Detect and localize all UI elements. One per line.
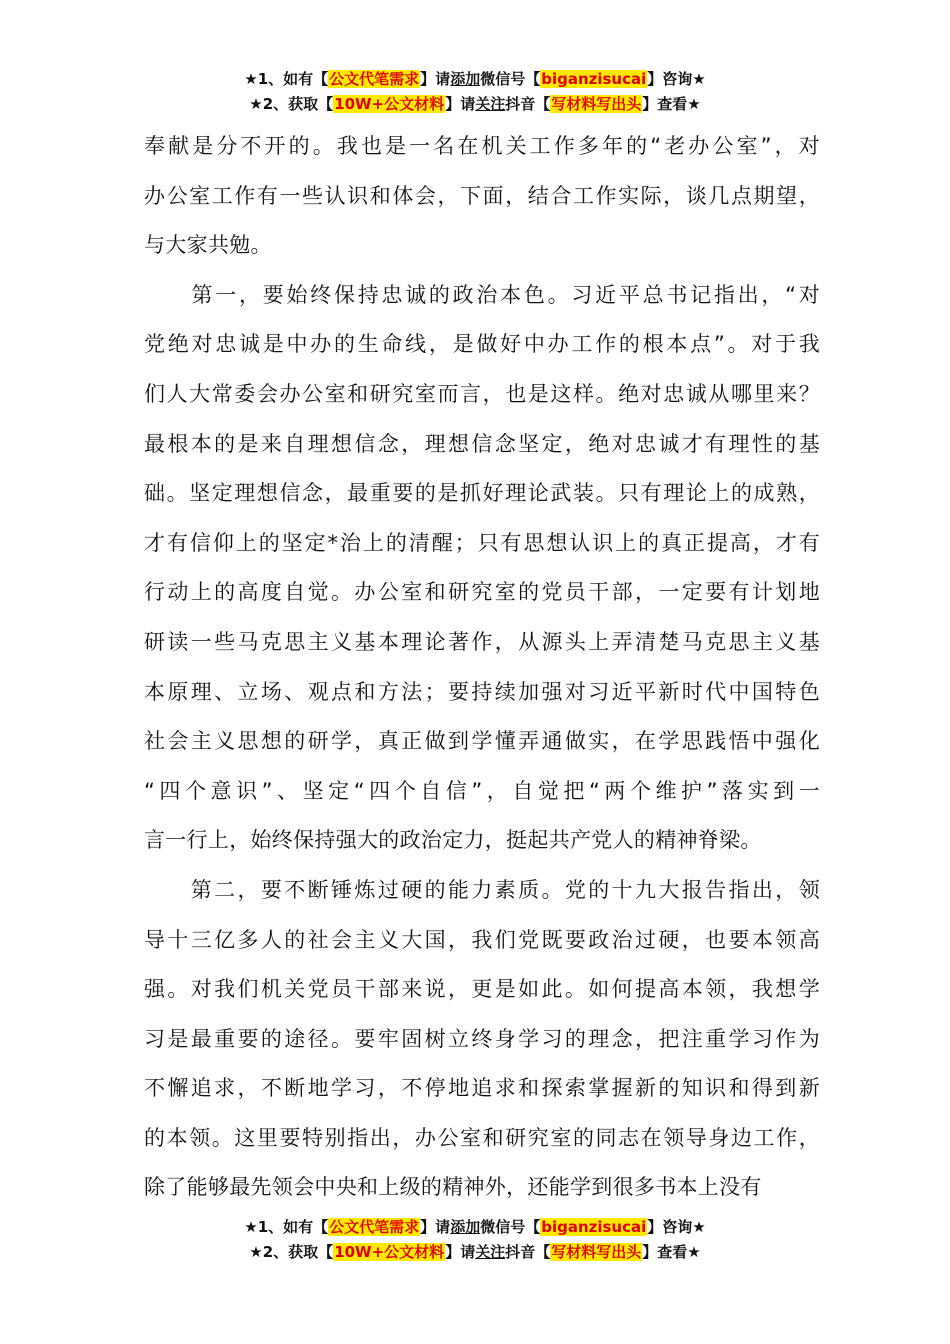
banner-underlined: 关注 <box>475 95 506 113</box>
banner-highlight-materials: 10W+公文材料 <box>334 95 445 113</box>
body-line: 行动上的高度自觉。办公室和研究室的党员干部，一定要有计划地 <box>144 580 820 605</box>
banner-text: ★1、如有【 <box>244 70 329 88</box>
banner-line-1 <box>0 67 950 92</box>
body-line: 们人大常委会办公室和研究室而言，也是这样。绝对忠诚从哪里来？ <box>144 381 820 406</box>
body-line: 党绝对忠诚是中办的生命线，是做好中办工作的根本点”。对于我 <box>144 332 820 357</box>
body-line: 研读一些马克思主义基本理论著作，从源头上弄清楚马克思主义基 <box>144 629 820 654</box>
banner-highlight-douyin-id: 写材料写出头 <box>551 95 642 113</box>
banner-highlight-wechat-id: biganzisucai <box>541 1218 647 1236</box>
banner-text: 】查看★ <box>642 1243 701 1261</box>
body-line: 才有信仰上的坚定*治上的清醒；只有思想认识上的真正提高，才有 <box>144 530 820 555</box>
banner-highlight-service: 公文代笔需求 <box>329 70 420 88</box>
footer-banner <box>0 1215 950 1265</box>
body-line: 第二，要不断锤炼过硬的能力素质。党的十九大报告指出，领 <box>144 877 820 902</box>
banner-underlined: 关注 <box>475 1243 506 1261</box>
body-line: 导十三亿多人的社会主义大国，我们党既要政治过硬，也要本领高 <box>144 927 820 952</box>
banner-text: 微信号【 <box>480 70 541 88</box>
banner-underlined: 添加 <box>450 1218 481 1236</box>
document-body <box>144 122 820 1213</box>
banner-highlight-douyin-id: 写材料写出头 <box>551 1243 642 1261</box>
banner-text: 抖音【 <box>505 95 551 113</box>
body-line: 不懈追求，不断地学习，不停地追求和探索掌握新的知识和得到新 <box>144 1076 820 1101</box>
banner-text: 】请 <box>420 70 451 88</box>
body-line: 本原理、立场、观点和方法；要持续加强对习近平新时代中国特色 <box>144 679 820 704</box>
banner-text: 】查看★ <box>642 95 701 113</box>
banner-text: ★2、获取【 <box>249 1243 334 1261</box>
body-line: 言一行上，始终保持强大的政治定力，挺起共产党人的精神脊梁。 <box>144 828 762 853</box>
body-line: 社会主义思想的研学，真正做到学懂弄通做实，在学思践悟中强化 <box>144 729 820 754</box>
body-line: 础。坚定理想信念，最重要的是抓好理论武装。只有理论上的成熟， <box>144 481 820 506</box>
body-line: 奉献是分不开的。我也是一名在机关工作多年的“老办公室”，对 <box>144 134 820 158</box>
banner-highlight-materials: 10W+公文材料 <box>334 1243 445 1261</box>
banner-text: ★1、如有【 <box>244 1218 329 1236</box>
banner-text: 微信号【 <box>480 1218 541 1236</box>
banner-text: 】请 <box>420 1218 451 1236</box>
banner-line-2 <box>0 92 950 117</box>
body-line: 第一，要始终保持忠诚的政治本色。习近平总书记指出，“对 <box>144 282 820 307</box>
banner-text: 】咨询★ <box>647 70 706 88</box>
body-line: 办公室工作有一些认识和体会，下面，结合工作实际，谈几点期望， <box>144 183 820 208</box>
banner-highlight-wechat-id: biganzisucai <box>541 70 647 88</box>
banner-text: 】请 <box>445 95 476 113</box>
banner-text: 】咨询★ <box>647 1218 706 1236</box>
body-line: 强。对我们机关党员干部来说，更是如此。如何提高本领，我想学 <box>144 977 820 1002</box>
banner-line-1 <box>0 1215 950 1240</box>
banner-line-2 <box>0 1240 950 1265</box>
body-line: 除了能够最先领会中央和上级的精神外，还能学到很多书本上没有 <box>144 1175 762 1200</box>
banner-text: ★2、获取【 <box>249 95 334 113</box>
body-line: 与大家共勉。 <box>144 233 272 258</box>
banner-underlined: 添加 <box>450 70 481 88</box>
banner-text: 】请 <box>445 1243 476 1261</box>
banner-highlight-service: 公文代笔需求 <box>329 1218 420 1236</box>
body-line: 最根本的是来自理想信念，理想信念坚定，绝对忠诚才有理性的基 <box>144 431 820 456</box>
body-line: “四个意识”、坚定“四个自信”，自觉把“两个维护”落实到一 <box>144 778 820 803</box>
banner-text: 抖音【 <box>505 1243 551 1261</box>
header-banner <box>0 67 950 117</box>
body-line: 的本领。这里要特别指出，办公室和研究室的同志在领导身边工作， <box>144 1125 820 1150</box>
body-line: 习是最重要的途径。要牢固树立终身学习的理念，把注重学习作为 <box>144 1026 820 1051</box>
